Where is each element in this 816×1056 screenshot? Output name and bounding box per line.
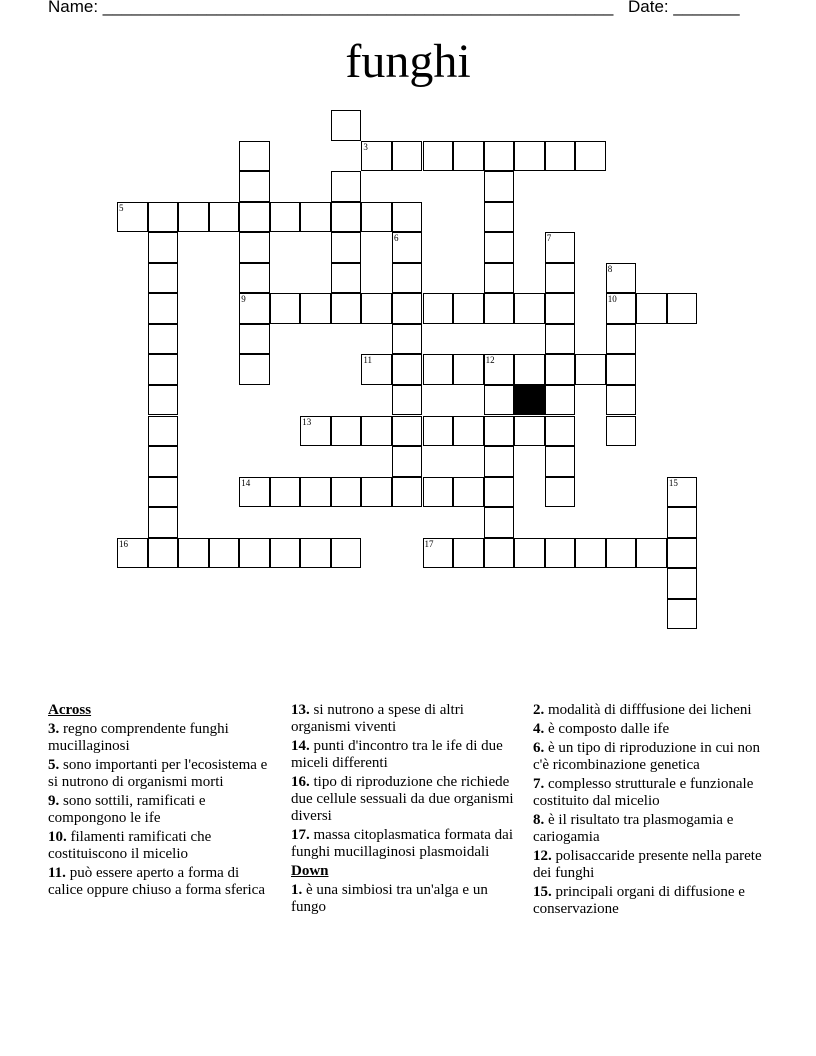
crossword-cell[interactable] <box>239 171 270 202</box>
crossword-cell[interactable] <box>545 446 576 477</box>
crossword-cell[interactable] <box>392 416 423 447</box>
crossword-cell[interactable] <box>148 324 179 355</box>
crossword-cell[interactable] <box>575 141 606 172</box>
crossword-cell[interactable] <box>423 293 454 324</box>
crossword-cell[interactable] <box>423 477 454 508</box>
across-heading: Across <box>48 702 92 718</box>
crossword-cell[interactable] <box>239 202 270 233</box>
crossword-cell[interactable] <box>270 538 301 569</box>
crossword-cell[interactable] <box>514 141 545 172</box>
crossword-cell[interactable] <box>545 538 576 569</box>
crossword-cell[interactable] <box>239 354 270 385</box>
crossword-cell[interactable] <box>514 293 545 324</box>
crossword-cell[interactable] <box>484 507 515 538</box>
cell-number: 9 <box>241 294 246 305</box>
crossword-cell[interactable] <box>667 293 698 324</box>
crossword-cell[interactable] <box>545 477 576 508</box>
crossword-cell[interactable] <box>178 202 209 233</box>
crossword-cell[interactable] <box>239 538 270 569</box>
crossword-cell[interactable] <box>239 293 270 324</box>
crossword-cell[interactable] <box>361 354 392 385</box>
cell-number: 5 <box>119 202 124 213</box>
crossword-cell[interactable] <box>148 202 179 233</box>
crossword-cell[interactable] <box>484 416 515 447</box>
crossword-cell[interactable] <box>331 538 362 569</box>
crossword-cell[interactable] <box>331 171 362 202</box>
crossword-cell[interactable] <box>148 416 179 447</box>
clue-across-5: 5. sono importanti per l'ecosistema e si nutrono di organismi morti <box>48 757 268 790</box>
crossword-cell[interactable] <box>148 293 179 324</box>
crossword-cell[interactable] <box>300 293 331 324</box>
crossword-cell[interactable] <box>484 263 515 294</box>
crossword-cell[interactable] <box>239 141 270 172</box>
crossword-cell[interactable] <box>484 385 515 416</box>
cell-number: 15 <box>668 477 678 488</box>
clue-across-13: 13. si nutrono a spese di altri organismi viventi <box>291 702 464 735</box>
crossword-cell[interactable] <box>331 232 362 263</box>
clue-down-8: 8. è il risultato tra plasmogamia e cariogamia <box>533 812 734 845</box>
clue-down-7: 7. complesso strutturale e funzionale costituito dal micelio <box>533 776 754 809</box>
crossword-cell[interactable] <box>545 354 576 385</box>
crossword-cell[interactable] <box>545 293 576 324</box>
clue-down-6: 6. è un tipo di riproduzione in cui non c'è ricombinazione genetica <box>533 740 761 773</box>
crossword-cell[interactable] <box>392 202 423 233</box>
cell-number: 13 <box>302 416 312 427</box>
crossword-cell[interactable] <box>392 232 423 263</box>
crossword-cell[interactable] <box>484 171 515 202</box>
crossword-cell[interactable] <box>453 354 484 385</box>
cell-number: 8 <box>607 263 613 274</box>
clue-down-1: 1. è una simbiosi tra un'alga e un fungo <box>291 882 488 915</box>
crossword-cell[interactable] <box>270 477 301 508</box>
clue-across-11: 11. può essere aperto a forma di calice oppure chiuso a forma sferica <box>48 865 265 898</box>
clue-down-15: 15. principali organi di diffusione e conservazione <box>533 884 745 917</box>
crossword-cell[interactable] <box>361 293 392 324</box>
crossword-cell[interactable] <box>392 477 423 508</box>
crossword-cell[interactable] <box>331 202 362 233</box>
clue-down-2: 2. modalità di difffusione dei licheni <box>533 702 752 718</box>
crossword-cell[interactable] <box>392 324 423 355</box>
clue-down-12: 12. polisaccaride presente nella parete dei funghi <box>533 848 762 881</box>
crossword-cell[interactable] <box>209 202 240 233</box>
crossword-cell[interactable] <box>117 202 148 233</box>
crossword-cell[interactable] <box>606 263 637 294</box>
crossword-cell[interactable] <box>606 538 637 569</box>
clue-across-14: 14. punti d'incontro tra le ife di due miceli differenti <box>291 738 503 771</box>
crossword-cell[interactable] <box>514 416 545 447</box>
crossword-cell[interactable] <box>667 538 698 569</box>
crossword-cell[interactable] <box>300 202 331 233</box>
clue-across-17: 17. massa citoplasmatica formata dai funghi mucillaginosi plasmoidali <box>291 827 514 860</box>
crossword-cell[interactable] <box>484 232 515 263</box>
crossword-cell[interactable] <box>300 416 331 447</box>
crossword-cell[interactable] <box>484 446 515 477</box>
crossword-cell[interactable] <box>484 477 515 508</box>
crossword-cell[interactable] <box>423 416 454 447</box>
crossword-cell[interactable] <box>545 385 576 416</box>
crossword-cell[interactable] <box>148 232 179 263</box>
cell-number: 7 <box>546 233 552 244</box>
crossword-cell[interactable] <box>148 354 179 385</box>
crossword-cell[interactable] <box>575 354 606 385</box>
crossword-cell[interactable] <box>361 202 392 233</box>
crossword-cell[interactable] <box>453 538 484 569</box>
cell-number: 11 <box>363 355 373 366</box>
date-field[interactable]: Date: _______ <box>628 0 740 16</box>
crossword-cell[interactable] <box>423 538 454 569</box>
crossword-cell[interactable] <box>361 477 392 508</box>
crossword-cell[interactable] <box>545 416 576 447</box>
crossword-cell[interactable] <box>667 568 698 599</box>
crossword-cell[interactable] <box>209 538 240 569</box>
clue-across-10: 10. filamenti ramificati che costituiscono il micelio <box>48 829 212 862</box>
cell-number: 12 <box>485 355 495 366</box>
cell-number: 10 <box>607 294 617 305</box>
crossword-cell[interactable] <box>606 293 637 324</box>
clues-column-1 <box>48 702 273 901</box>
crossword-cell[interactable] <box>606 354 637 385</box>
crossword-cell[interactable] <box>331 263 362 294</box>
crossword-cell[interactable] <box>331 110 362 141</box>
crossword-cell[interactable] <box>484 141 515 172</box>
crossword-cell[interactable] <box>606 385 637 416</box>
crossword-cell[interactable] <box>361 141 392 172</box>
crossword-cell[interactable] <box>423 141 454 172</box>
crossword-cell[interactable] <box>148 538 179 569</box>
crossword-cell[interactable] <box>331 416 362 447</box>
crossword-cell[interactable] <box>300 477 331 508</box>
crossword-cell[interactable] <box>484 293 515 324</box>
crossword-cell[interactable] <box>453 293 484 324</box>
crossword-cell[interactable] <box>239 477 270 508</box>
crossword-cell[interactable] <box>667 599 698 630</box>
crossword-cell[interactable] <box>484 202 515 233</box>
crossword-cell[interactable] <box>545 232 576 263</box>
crossword-cell[interactable] <box>392 446 423 477</box>
crossword-cell[interactable] <box>453 477 484 508</box>
clue-across-9: 9. sono sottili, ramificati e compongono le ife <box>48 793 206 826</box>
clue-across-16: 16. tipo di riproduzione che richiede due cellule sessuali da due organismi diversi <box>291 774 514 824</box>
crossword-cell[interactable] <box>545 263 576 294</box>
crossword-cell[interactable] <box>270 293 301 324</box>
crossword-cell[interactable] <box>148 385 179 416</box>
crossword-cell[interactable] <box>514 354 545 385</box>
crossword-cell[interactable] <box>667 477 698 508</box>
crossword-cell[interactable] <box>575 538 606 569</box>
crossword-cell[interactable] <box>331 293 362 324</box>
crossword-cell[interactable] <box>331 477 362 508</box>
crossword-cell[interactable] <box>239 324 270 355</box>
cell-number: 3 <box>363 141 368 152</box>
down-heading: Down <box>291 863 329 879</box>
crossword-cell[interactable] <box>239 263 270 294</box>
crossword-cell[interactable] <box>239 232 270 263</box>
crossword-cell[interactable] <box>148 507 179 538</box>
crossword-cell[interactable] <box>148 263 179 294</box>
crossword-cell[interactable] <box>545 141 576 172</box>
crossword-cell[interactable] <box>453 141 484 172</box>
crossword-cell[interactable] <box>117 538 148 569</box>
crossword-block <box>514 385 545 416</box>
crossword-cell[interactable] <box>392 263 423 294</box>
page-title: funghi <box>345 35 471 88</box>
crossword-cell[interactable] <box>270 202 301 233</box>
crossword-cell[interactable] <box>148 477 179 508</box>
crossword-cell[interactable] <box>148 446 179 477</box>
clues-column-2 <box>291 702 516 918</box>
cell-number: 6 <box>393 233 399 244</box>
clue-down-4: 4. è composto dalle ife <box>533 721 670 737</box>
crossword-cell[interactable] <box>545 324 576 355</box>
crossword-cell[interactable] <box>667 507 698 538</box>
crossword-cell[interactable] <box>514 538 545 569</box>
crossword-cell[interactable] <box>453 416 484 447</box>
cell-number: 16 <box>119 538 128 549</box>
crossword-cell[interactable] <box>484 354 515 385</box>
cell-number: 17 <box>424 538 434 549</box>
crossword-cell[interactable] <box>392 354 423 385</box>
crossword-cell[interactable] <box>636 538 667 569</box>
cell-number: 14 <box>241 477 251 488</box>
clue-across-3: 3. regno comprendente funghi mucillaginosi <box>48 721 229 754</box>
crossword-cell[interactable] <box>392 141 423 172</box>
crossword-cell[interactable] <box>361 416 392 447</box>
crossword-cell[interactable] <box>636 293 667 324</box>
clues-column-3 <box>533 702 763 920</box>
crossword-cell[interactable] <box>392 293 423 324</box>
crossword-cell[interactable] <box>178 538 209 569</box>
crossword-cell[interactable] <box>484 538 515 569</box>
crossword-cell[interactable] <box>300 538 331 569</box>
crossword-cell[interactable] <box>606 324 637 355</box>
crossword-cell[interactable] <box>606 416 637 447</box>
name-field[interactable]: Name: ______________________________________________________ <box>48 0 614 16</box>
crossword-cell[interactable] <box>392 385 423 416</box>
crossword-cell[interactable] <box>423 354 454 385</box>
